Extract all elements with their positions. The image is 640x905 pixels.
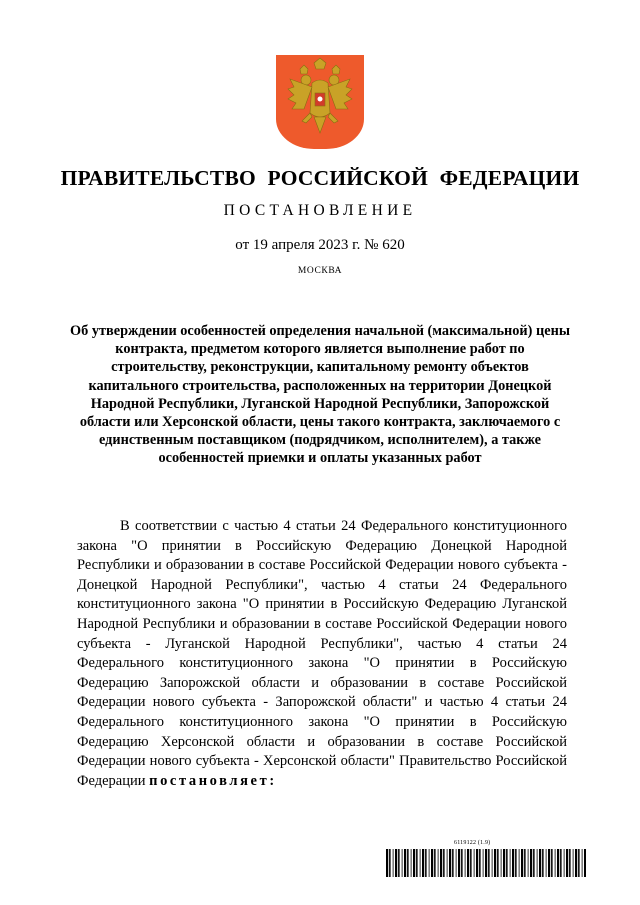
- document-title: Об утверждении особенностей определения начальной (максимальной) цены контракта, предметом которого является выполнение работ по строительству, реконструкции, капитальному ремонту объектов капитального строительства, расположенных на территории Донецкой Народной Республики, Луганской Народной Республики, Запорожской области или Херсонской области, цены такого контракта, заключаемого с единственным поставщиком (подрядчиком, исполнителем), а также особенностей приемки и оплаты указанных работ: [70, 323, 570, 467]
- body-paragraph: [77, 517, 567, 791]
- date-and-number: от 19 апреля 2023 г. № 620: [235, 237, 405, 253]
- document-code: 6119122 (1.9): [454, 840, 491, 846]
- city: МОСКВА: [297, 266, 343, 276]
- barcode: [386, 849, 586, 877]
- decree-word: постановляет:: [149, 772, 277, 789]
- coat-of-arms-icon: [276, 55, 364, 149]
- government-title: ПРАВИТЕЛЬСТВО РОССИЙСКОЙ ФЕДЕРАЦИИ: [60, 166, 580, 190]
- body-text: В соответствии с частью 4 статьи 24 Федерального конституционного закона "О принятии в Российскую Федерацию Донецкой Народной Республики и образовании в составе Российской Федерации нового субъекта - Донецкой Народной Республики", частью 4 статьи 24 Федерального конституционного закона "О принятии в Российскую Федерацию Луганской Народной Республики и образовании в составе Российской Федерации нового субъекта - Луганской Народной Республики", частью 4 статьи 24 Федерального конституционного закона "О принятии в Российскую Федерацию Запорожской области и образовании в составе Российской Федерации нового субъекта - Запорожской области" и частью 4 статьи 24 Федерального конституционного закона "О принятии в Российскую Федерацию Херсонской области и образовании в составе Российской Федерации нового субъекта - Херсонской области" Правительство Российской Федерации: [77, 518, 567, 789]
- document-type: ПОСТАНОВЛЕНИЕ: [223, 202, 417, 219]
- double-headed-eagle-icon: [276, 55, 364, 149]
